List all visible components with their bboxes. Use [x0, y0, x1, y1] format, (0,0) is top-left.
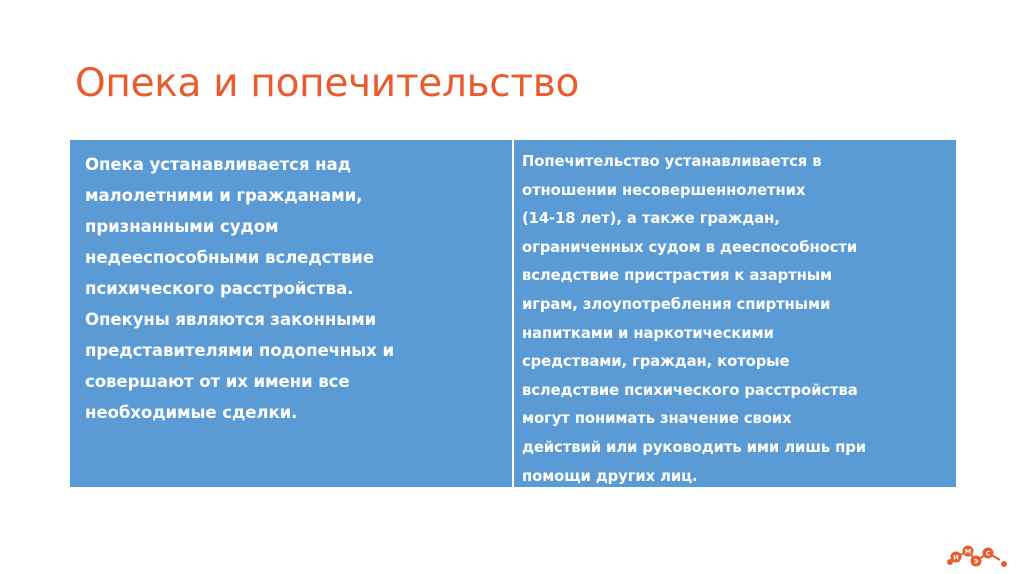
imes-logo	[942, 540, 1012, 570]
guardianship-line: малолетними и гражданами,	[85, 186, 363, 205]
guardianship-line: психического расстройства.	[85, 279, 354, 298]
guardianship-line: представителями подопечных и	[85, 341, 394, 360]
trusteeship-line: играм, злоупотребления спиртными	[522, 295, 831, 313]
guardianship-line: недееспособными вследствие	[85, 248, 374, 267]
logo-dot	[1001, 561, 1007, 567]
guardianship-line: необходимые сделки.	[85, 403, 298, 422]
slide-title: Опека и попечительство	[75, 61, 580, 106]
logo-letter: М	[964, 547, 972, 556]
trusteeship-line: вследствие психического расстройства	[522, 381, 858, 399]
info-table	[70, 140, 956, 487]
trusteeship-line: помощи других лиц.	[522, 467, 698, 485]
logo-letter: И	[953, 553, 959, 562]
trusteeship-line: вследствие пристрастия к азартным	[522, 267, 833, 285]
trusteeship-line: действий или руководить ими лишь при	[522, 438, 867, 456]
trusteeship-line: Попечительство устанавливается в	[522, 153, 822, 170]
trusteeship-line: (14-18 лет), а также граждан,	[522, 210, 780, 228]
logo-letter: С	[985, 549, 991, 558]
guardianship-line: признанными судом	[85, 217, 279, 236]
trusteeship-line: отношении несовершеннолетних	[522, 181, 806, 199]
guardianship-line: Опека устанавливается над	[85, 155, 351, 174]
trusteeship-cell	[514, 140, 956, 487]
guardianship-cell	[70, 140, 512, 487]
trusteeship-line: могут понимать значение своих	[522, 410, 792, 428]
guardianship-line: совершают от их имени все	[85, 372, 350, 391]
logo-letter: Э	[973, 557, 979, 566]
trusteeship-line: ограниченных судом в дееспособности	[522, 238, 858, 256]
trusteeship-line: средствами, граждан, которые	[522, 353, 790, 371]
guardianship-line: Опекуны являются законными	[85, 310, 377, 329]
trusteeship-line: напитками и наркотическими	[522, 324, 774, 342]
